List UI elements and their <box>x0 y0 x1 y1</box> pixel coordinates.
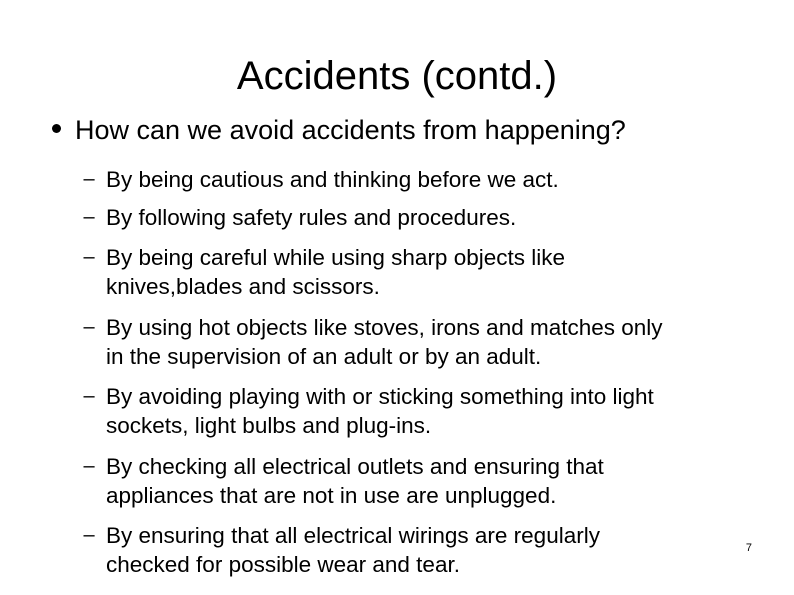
sub-bullet-line: By checking all electrical outlets and ensuring that <box>106 454 604 479</box>
sub-bullet-text <box>106 452 604 510</box>
sub-bullet-text <box>106 165 559 194</box>
sub-bullet-text <box>106 521 600 579</box>
sub-bullet-line: appliances that are not in use are unplugged. <box>106 483 557 508</box>
sub-bullet-line: By being careful while using sharp objects like <box>106 245 565 270</box>
sub-bullet-line: By using hot objects like stoves, irons and matches only <box>106 315 663 340</box>
sub-bullet-line: in the supervision of an adult or by an adult. <box>106 344 542 369</box>
dash-bullet-icon: – <box>83 168 95 190</box>
sub-bullet-line: By being cautious and thinking before we act. <box>106 167 559 192</box>
sub-bullet-line: knives,blades and scissors. <box>106 274 380 299</box>
sub-bullet-line: By following safety rules and procedures. <box>106 205 517 230</box>
dash-bullet-icon: – <box>83 455 95 477</box>
main-bullet-text: How can we avoid accidents from happening? <box>75 115 626 145</box>
dash-bullet-icon: – <box>83 206 95 228</box>
sub-bullet-text <box>106 313 663 371</box>
sub-bullet-text <box>106 243 565 301</box>
dash-bullet-icon: – <box>83 316 95 338</box>
sub-bullet-line: checked for possible wear and tear. <box>106 552 460 577</box>
page-number: 7 <box>745 542 752 554</box>
sub-bullet-text <box>106 203 516 232</box>
sub-bullet-text <box>106 382 654 440</box>
dash-bullet-icon: – <box>83 524 95 546</box>
sub-bullet-line: By ensuring that all electrical wirings are regularly <box>106 523 600 548</box>
dash-bullet-icon: – <box>83 385 95 407</box>
sub-bullet-line: sockets, light bulbs and plug-ins. <box>106 413 432 438</box>
sub-bullet-line: By avoiding playing with or sticking something into light <box>106 384 654 409</box>
dash-bullet-icon: – <box>83 246 95 268</box>
slide-title: Accidents (contd.) <box>236 54 558 98</box>
